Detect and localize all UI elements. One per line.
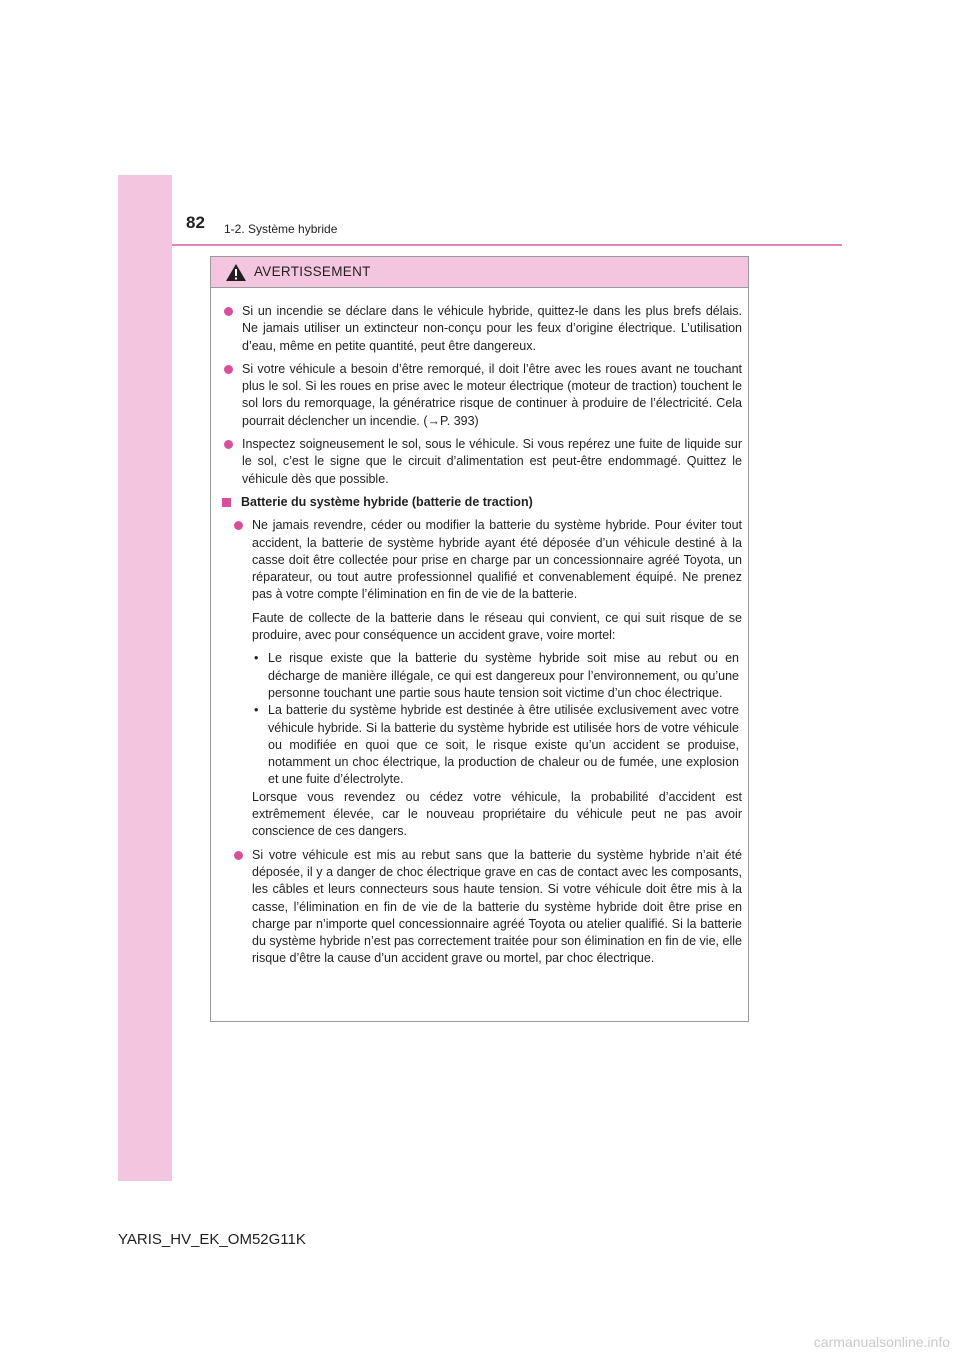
page-number: 82 bbox=[186, 213, 205, 232]
dash-item-illegal-disposal bbox=[231, 650, 742, 702]
document-code: YARIS_HV_EK_OM52G11K bbox=[118, 1231, 306, 1248]
warning-header bbox=[211, 257, 748, 288]
failure-intro: Faute de collecte de la batterie dans le réseau qui convient, ce qui suit risque de se produire, avec pour conséquence un accident grave, voire mortel: bbox=[252, 610, 742, 643]
bullet-text: Si un incendie se déclare dans le véhicule hybride, quittez-le dans les plus brefs délais. Ne jamais utiliser un extincteur non-conçu pour les feux d’origine électrique. L’utilisation d’eau, même en petite quantité, peut être dangereux. bbox=[242, 304, 742, 353]
section-title: 1-2. Système hybride bbox=[224, 222, 338, 236]
watermark: carmanualsonline.info bbox=[813, 1334, 950, 1350]
dash-item-exclusive-use bbox=[231, 702, 742, 788]
bullet-dot-icon bbox=[224, 365, 233, 374]
bullet-dot-icon bbox=[224, 440, 233, 449]
bullet-text: Inspectez soigneusement le sol, sous le véhicule. Si vous repérez une fuite de liquide sur le sol, c’est le signe que le circuit d’alimentation est peut-être endommagé. Quittez le véhicule dès que possible. bbox=[242, 437, 742, 486]
dash-bullet: • bbox=[254, 651, 259, 666]
bullet-dot-icon bbox=[234, 521, 243, 530]
warning-bullet-towing bbox=[221, 361, 742, 430]
battery-bullet-resale bbox=[231, 517, 742, 603]
warning-triangle-icon bbox=[225, 263, 247, 282]
warning-bullet-fire bbox=[221, 303, 742, 355]
battery-bullet-scrap bbox=[231, 847, 742, 968]
warning-bullet-leak bbox=[221, 436, 742, 488]
bullet-dot-icon bbox=[224, 307, 233, 316]
bullet-text: Ne jamais revendre, céder ou modifier la batterie du système hybride. Pour éviter tout accident, la batterie de système hybride ayant été déposée d’un véhicule destiné à la casse doit être collectée pour prise en charge par un concessionnaire agréé Toyota, un réparateur, ou tout autre professionnel qualifié et convenablement équipé. Ne prenez pas à votre compte l’élimination en fin de vie de la batterie. bbox=[252, 518, 742, 602]
warning-body bbox=[211, 288, 748, 968]
warning-title: AVERTISSEMENT bbox=[254, 264, 371, 279]
dash-bullet: • bbox=[254, 703, 259, 718]
warning-box bbox=[210, 256, 749, 1022]
bullet-dot-icon bbox=[234, 851, 243, 860]
chapter-side-tab bbox=[118, 175, 172, 1181]
resale-note: Lorsque vous revendez ou cédez votre véhicule, la probabilité d’accident est extrêmement élevée, car le nouveau propriétaire du véhicule peut ne pas avoir conscience de ces dangers. bbox=[252, 789, 742, 839]
square-bullet-icon bbox=[222, 498, 231, 507]
bullet-text: Si votre véhicule a besoin d’être remorqué, il doit l’être avec les roues avant ne touchant plus le sol. Si les roues en prise avec le moteur électrique (moteur de traction) touchent le sol lors du remorquage, la génératrice risque de continuer à produire de l’électricité. Cela pourrait déclencher un incendie. (→P. 393) bbox=[242, 361, 742, 428]
dash-text: Le risque existe que la batterie du système hybride soit mise au rebut ou en décharge de manière illégale, ce qui est dangereux pour l’environnement, ou qu’une personne touchant une partie sous haute tension soit victime d’un choc électrique. bbox=[268, 651, 739, 700]
battery-subheading bbox=[221, 494, 742, 511]
battery-section bbox=[221, 517, 742, 967]
dash-text: La batterie du système hybride est destinée à être utilisée exclusivement avec votre véhicule hybride. Si la batterie du système hybride est utilisée hors de votre véhicule ou modifiée en quoi que ce soit, le risque existe qu’un accident se produise, notamment un choc électrique, la production de chaleur ou de fumée, une explosion et une fuite d’électrolyte. bbox=[268, 703, 739, 787]
header-divider bbox=[172, 244, 842, 246]
bullet-text: Si votre véhicule est mis au rebut sans que la batterie du système hybride n’ait été déposée, il y a danger de choc électrique grave en cas de contact avec les composants, les câbles et leurs connecteurs sous haute tension. Si votre véhicule doit être mis à la casse, l’élimination en fin de vie de la batterie du système hybride doit être prise en charge par n’importe quel concessionnaire agréé Toyota ou atelier qualifié. Si la batterie du système hybride n’est pas correctement traitée pour son élimination en fin de vie, elle risque d’être la cause d’un accident grave ou mortel, par choc électrique. bbox=[252, 847, 742, 966]
subheading-text: Batterie du système hybride (batterie de traction) bbox=[241, 494, 533, 509]
